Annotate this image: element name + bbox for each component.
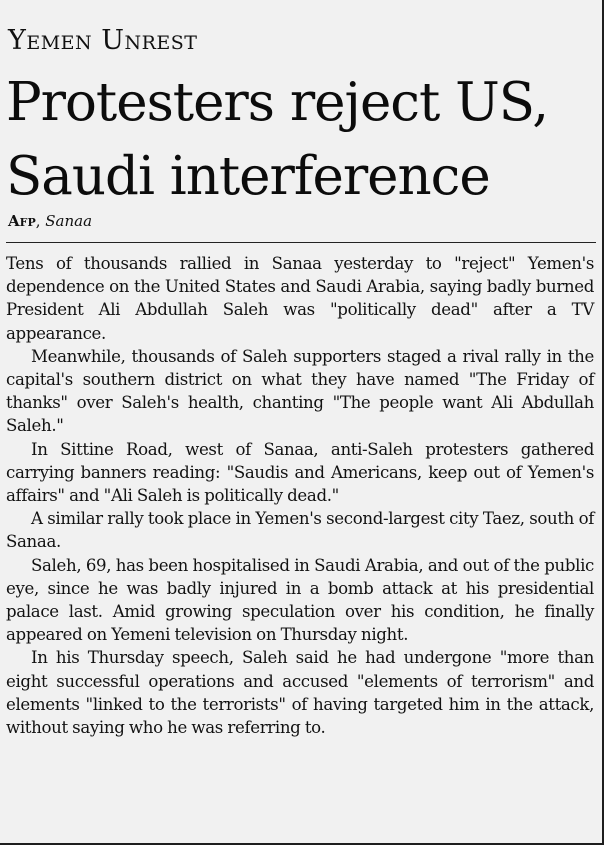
byline-agency: Afp: [8, 212, 36, 230]
byline-separator: ,: [35, 212, 46, 230]
byline-divider: [6, 242, 596, 243]
article-paragraph: Meanwhile, thousands of Saleh supporters staged a rival rally in the capital's southern district on what they have named "The Friday of thanks" over Saleh's health, chanting "The people want Ali Abdullah Saleh.": [6, 346, 594, 436]
headline-line-1: Protesters reject US,: [6, 72, 549, 133]
section-kicker: Yemen Unrest: [8, 25, 198, 56]
article-paragraph: A similar rally took place in Yemen's second-largest city Taez, south of Sanaa.: [6, 509, 594, 552]
headline: [6, 66, 596, 214]
article-body: [6, 252, 594, 739]
byline-place: Sanaa: [45, 212, 93, 230]
article-paragraph: In Sittine Road, west of Sanaa, anti-Saleh protesters gathered carrying banners reading: "Saudis and Americans, keep out of Yemen's affairs" and "Ali Saleh is politically dead.": [6, 439, 594, 506]
article-paragraph: Saleh, 69, has been hospitalised in Saudi Arabia, and out of the public eye, since he was badly injured in a bomb attack at his presidential palace last. Amid growing speculation over his condition, he finally appeared on Yemeni television on Thursday night.: [6, 555, 594, 645]
headline-line-2: Saudi interference: [6, 146, 490, 207]
article-paragraph: Tens of thousands rallied in Sanaa yesterday to "reject" Yemen's dependence on the United States and Saudi Arabia, saying badly burned President Ali Abdullah Saleh was "politically dead" after a TV appearance.: [6, 254, 594, 343]
article-paragraph: In his Thursday speech, Saleh said he had undergone "more than eight successful operations and accused "elements of terrorism" and elements "linked to the terrorists" of having targeted him in the attack, without saying who he was referring to.: [6, 648, 594, 738]
byline: [8, 210, 92, 232]
